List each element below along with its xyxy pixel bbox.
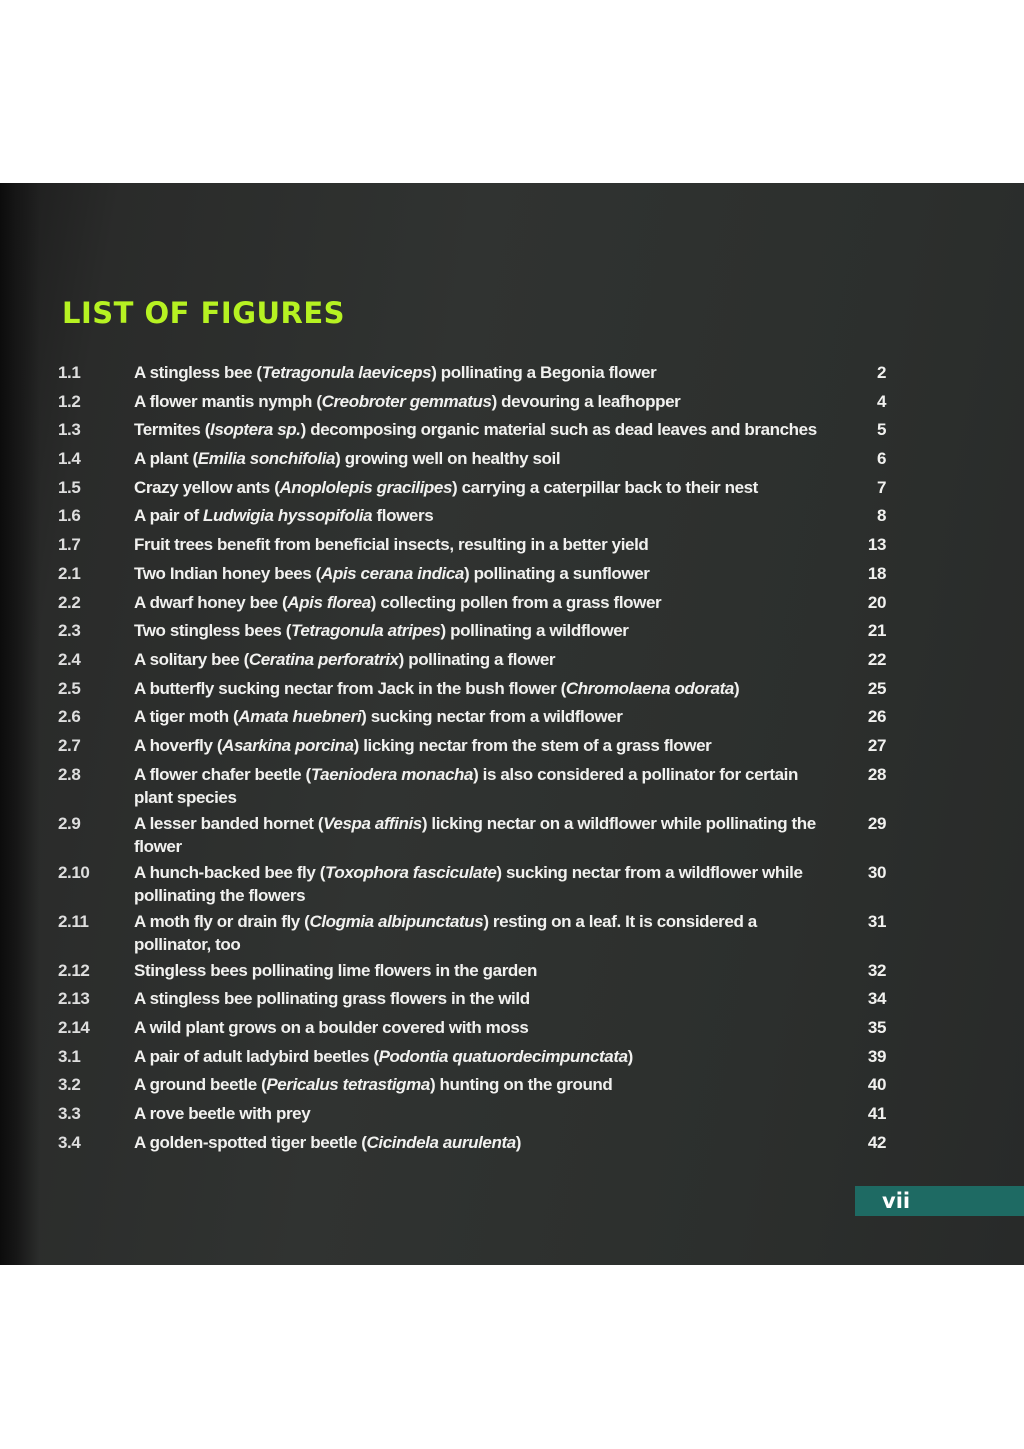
- page-number: 31: [867, 911, 886, 931]
- figure-number: 2.9: [58, 813, 81, 833]
- page-number: 40: [867, 1075, 886, 1095]
- figure-entry: [58, 504, 898, 527]
- page-number: 39: [867, 1046, 886, 1066]
- figure-number: 1.1: [58, 363, 81, 382]
- figure-number: 2.6: [58, 707, 81, 727]
- figure-caption: Fruit trees benefit from beneficial insects, resulting in a better yield: [134, 535, 649, 555]
- page-number: 30: [867, 862, 886, 882]
- figure-caption: A ground beetle (Pericalus tetrastigma) hunting on the ground: [134, 1075, 613, 1095]
- figure-number: 2.12: [58, 960, 90, 980]
- figure-number: 1.3: [58, 420, 81, 440]
- figure-caption: Two stingless bees (Tetragonula atripes) pollinating a wildflower: [134, 621, 629, 641]
- figure-number: 1.4: [58, 449, 81, 469]
- page-number: 22: [867, 649, 886, 669]
- figure-caption: Termites (Isoptera sp.) decomposing organic material such as dead leaves and branches: [134, 420, 817, 440]
- figure-entry: [58, 910, 898, 956]
- page-number: 8: [876, 506, 886, 526]
- figure-number: 3.1: [58, 1046, 81, 1066]
- figure-number: 1.7: [58, 535, 81, 555]
- book-spine-shadow: [0, 183, 40, 1265]
- figure-entry: [58, 390, 898, 413]
- page-number: 13: [867, 535, 886, 555]
- figure-number: 3.4: [58, 1132, 81, 1152]
- figure-caption: A solitary bee (Ceratina perforatrix) pollinating a flower: [134, 649, 556, 669]
- figure-number: 2.1: [58, 563, 81, 583]
- figure-number: 2.13: [58, 989, 90, 1009]
- figure-number: 2.14: [58, 1018, 90, 1037]
- figure-caption: A stingless bee pollinating grass flowers in the wild: [134, 989, 530, 1009]
- figure-caption: A pair of adult ladybird beetles (Podontia quatuordecimpunctata): [134, 1046, 633, 1066]
- figure-caption: A tiger moth (Amata huebneri) sucking nectar from a wildflower: [134, 707, 623, 727]
- figure-caption: A hoverfly (Asarkina porcina) licking nectar from the stem of a grass flower: [134, 735, 712, 755]
- figure-caption: A pair of Ludwigia hyssopifolia flowers: [134, 506, 434, 526]
- page-number: 18: [867, 563, 886, 583]
- figure-caption: A golden-spotted tiger beetle (Cicindela aurulenta): [134, 1132, 522, 1152]
- figure-caption: A dwarf honey bee (Apis florea) collecting pollen from a grass flower: [134, 592, 662, 612]
- figure-caption: Stingless bees pollinating lime flowers in the garden: [134, 960, 537, 980]
- figure-entry: [58, 619, 898, 642]
- figure-entry: [58, 1045, 898, 1068]
- page-number: 42: [867, 1132, 886, 1152]
- page-number: 27: [867, 735, 886, 755]
- figure-entry: [58, 1016, 898, 1039]
- figure-entry: [58, 987, 898, 1010]
- figure-caption: A hunch-backed bee fly (Toxophora fasciculate) sucking nectar from a wildflower while pollinating the flowers: [134, 862, 803, 905]
- page-number: 29: [867, 813, 886, 833]
- figure-number: 2.11: [58, 911, 89, 931]
- page-number: 5: [876, 420, 886, 440]
- page-number: 32: [867, 960, 886, 980]
- figure-caption: A moth fly or drain fly (Clogmia albipunctatus) resting on a leaf. It is considered a pollinator, too: [134, 911, 757, 954]
- figure-number: 1.5: [58, 477, 81, 497]
- figure-caption: A rove beetle with prey: [134, 1104, 311, 1124]
- figure-caption: A lesser banded hornet (Vespa affinis) licking nectar on a wildflower while pollinating the flower: [134, 813, 816, 856]
- figure-entry: [58, 959, 898, 982]
- figure-number: 2.5: [58, 678, 81, 698]
- figure-caption: A butterfly sucking nectar from Jack in the bush flower (Chromolaena odorata): [134, 678, 740, 698]
- figure-number: 2.3: [58, 621, 81, 641]
- figure-caption: A stingless bee (Tetragonula laeviceps) pollinating a Begonia flower: [134, 363, 657, 382]
- figure-number: 3.2: [58, 1075, 81, 1095]
- figure-entry: [58, 447, 898, 470]
- page-number: 4: [876, 391, 886, 411]
- figure-number: 2.7: [58, 735, 81, 755]
- figure-number: 1.6: [58, 506, 81, 526]
- page-number: 41: [867, 1104, 886, 1124]
- figure-entry: [58, 705, 898, 728]
- figure-entry: [58, 763, 898, 809]
- page-number: 25: [867, 678, 886, 698]
- page-number: 26: [867, 707, 886, 727]
- figure-number: 2.10: [58, 862, 90, 882]
- figure-entry: [58, 418, 898, 441]
- figure-number: 3.3: [58, 1104, 81, 1124]
- page-heading: LIST OF FIGURES: [62, 296, 346, 330]
- figure-caption: Crazy yellow ants (Anoplolepis gracilipes) carrying a caterpillar back to their nest: [134, 477, 758, 497]
- page-number: 28: [867, 764, 886, 784]
- page-number: 34: [867, 989, 886, 1009]
- figure-number: 2.8: [58, 764, 81, 784]
- figure-entry: [58, 476, 898, 499]
- figure-entry: [58, 533, 898, 556]
- page-number: 21: [867, 621, 886, 641]
- figure-number: 1.2: [58, 391, 81, 411]
- figure-number: 2.4: [58, 649, 81, 669]
- figure-entry: [58, 861, 898, 907]
- page-folio: vii: [855, 1186, 1024, 1216]
- page-number: 20: [867, 592, 886, 612]
- figure-entry: [58, 812, 898, 858]
- figure-entry: [58, 1131, 898, 1154]
- figure-caption: A wild plant grows on a boulder covered with moss: [134, 1018, 529, 1037]
- figure-entry: [58, 648, 898, 671]
- figure-entry: [58, 734, 898, 757]
- figure-entry: [58, 677, 898, 700]
- figure-entry: [58, 1073, 898, 1096]
- figure-caption: A plant (Emilia sonchifolia) growing well on healthy soil: [134, 449, 561, 469]
- book-page-photo: [0, 183, 1024, 1265]
- figure-list: [58, 361, 898, 1159]
- page-number: 2: [876, 363, 886, 382]
- figure-entry: [58, 361, 898, 384]
- figure-caption: A flower mantis nymph (Creobroter gemmatus) devouring a leafhopper: [134, 391, 681, 411]
- figure-number: 2.2: [58, 592, 81, 612]
- figure-entry: [58, 562, 898, 585]
- figure-entry: [58, 591, 898, 614]
- figure-caption: A flower chafer beetle (Taeniodera monacha) is also considered a pollinator for certain plant species: [134, 764, 798, 807]
- figure-caption: Two Indian honey bees (Apis cerana indica) pollinating a sunflower: [134, 563, 650, 583]
- page-number: 35: [867, 1018, 886, 1037]
- page-number: 6: [876, 449, 886, 469]
- page-number: 7: [876, 477, 886, 497]
- figure-entry: [58, 1102, 898, 1125]
